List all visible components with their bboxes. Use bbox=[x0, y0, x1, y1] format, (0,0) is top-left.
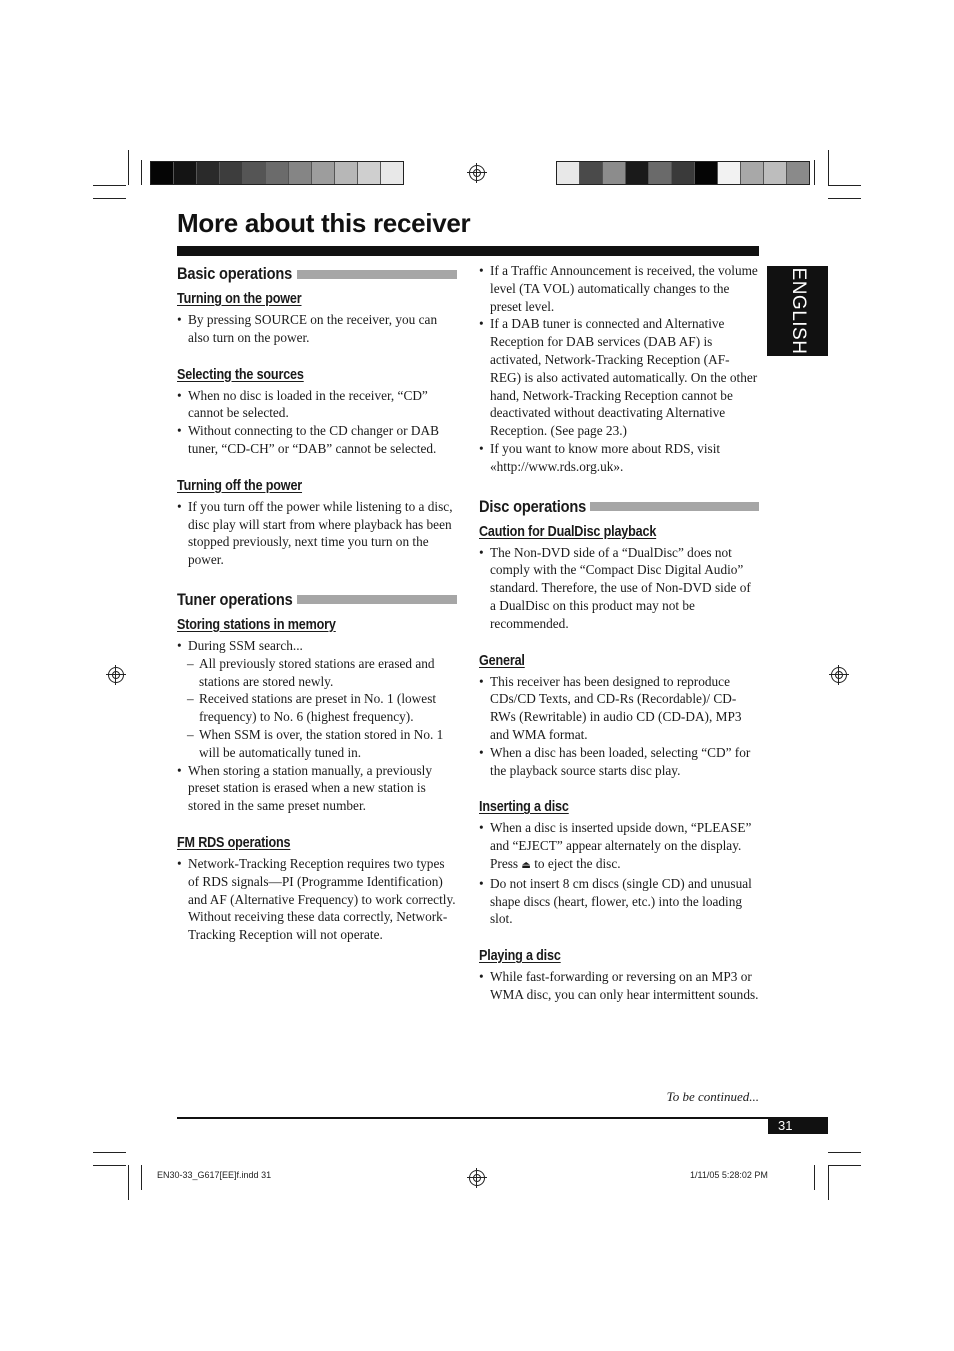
list-item: • If you want to know more about RDS, visit «http://www.rds.org.uk». bbox=[479, 440, 759, 476]
list-item: • While fast-forwarding or reversing on an MP3 or WMA disc, you can only hear intermittent sounds. bbox=[479, 968, 759, 1004]
eject-icon: ⏏ bbox=[521, 859, 531, 871]
footer-rule bbox=[177, 1117, 828, 1119]
bullet-list bbox=[479, 968, 759, 1004]
subheading-fm-rds: FM RDS operations bbox=[177, 833, 291, 851]
color-swatch bbox=[197, 162, 220, 184]
list-item: • Do not insert 8 cm discs (single CD) and unusual shape discs (heart, flower, etc.) into the loading slot. bbox=[479, 875, 759, 928]
color-swatch bbox=[649, 162, 672, 184]
color-swatch bbox=[672, 162, 695, 184]
list-item: • The Non-DVD side of a “DualDisc” does not comply with the “Compact Disc Digital Audio” standard. Therefore, the use of Non-DVD side of a DualDisc on this product may not be recommended. bbox=[479, 544, 759, 633]
page-title: More about this receiver bbox=[177, 208, 471, 238]
section-heading-disc bbox=[479, 497, 759, 517]
color-swatch bbox=[695, 162, 718, 184]
color-swatch bbox=[741, 162, 764, 184]
list-item: • If a Traffic Announcement is received, the volume level (TA VOL) automatically changes to the preset level. bbox=[479, 262, 759, 315]
list-subitem: – All previously stored stations are erased and stations are stored newly. bbox=[177, 655, 457, 691]
slug-timestamp: 1/11/05 5:28:02 PM bbox=[690, 1170, 768, 1180]
slug-file: EN30-33_G617[EE]f.indd 31 bbox=[157, 1170, 272, 1180]
list-item: • If you turn off the power while listening to a disc, disc play will start from where playback has been stopped previously, next time you turn on the power. bbox=[177, 498, 457, 569]
subheading-playing-disc: Playing a disc bbox=[479, 947, 561, 965]
color-bar-right bbox=[556, 161, 810, 185]
section-bar bbox=[590, 502, 759, 511]
color-swatch bbox=[266, 162, 289, 184]
list-item: • Network-Tracking Reception requires two types of RDS signals—PI (Programme Identification) and AF (Alternative Frequency) to work correctly. Without receiving these data correctly, Network-Tracking Reception will not operate. bbox=[177, 855, 457, 944]
bullet-list bbox=[479, 819, 759, 928]
registration-target-icon bbox=[831, 667, 847, 683]
list-item: • Without connecting to the CD changer or DAB tuner, “CD-CH” or “DAB” cannot be selected. bbox=[177, 422, 457, 458]
list-item: • During SSM search... bbox=[177, 637, 457, 655]
bullet-list bbox=[479, 262, 759, 476]
bullet-list bbox=[177, 387, 457, 458]
color-swatch bbox=[718, 162, 741, 184]
bullet-list bbox=[177, 498, 457, 569]
color-swatch bbox=[626, 162, 649, 184]
section-title: Tuner operations bbox=[177, 589, 293, 609]
language-tab bbox=[767, 266, 828, 356]
continued-note: To be continued... bbox=[666, 1089, 759, 1104]
list-subitem: – When SSM is over, the station stored in No. 1 will be automatically tuned in. bbox=[177, 726, 457, 762]
color-swatch bbox=[151, 162, 174, 184]
subheading-turning-on: Turning on the power bbox=[177, 290, 302, 307]
color-swatch bbox=[335, 162, 358, 184]
list-item: • When storing a station manually, a previously preset station is erased when a new station is stored in the same preset number. bbox=[177, 762, 457, 815]
list-item: • When no disc is loaded in the receiver, “CD” cannot be selected. bbox=[177, 387, 457, 423]
inline-text: When a disc is inserted upside down, “PLEASE” and “EJECT” appear alternately on the display. Press bbox=[490, 820, 752, 871]
list-subitem: – Received stations are preset in No. 1 (lowest frequency) to No. 6 (highest frequency). bbox=[177, 690, 457, 726]
color-swatch bbox=[312, 162, 335, 184]
subheading-turning-off: Turning off the power bbox=[177, 476, 303, 494]
list-item: • If a DAB tuner is connected and Alternative Reception for DAB services (DAB AF) is activated, Network-Tracking Reception (AF-REG) is also activated automatically. On the other hand, Network-Tracking Reception cannot be deactivated without deactivating Alternative Reception. (See page 23.) bbox=[479, 315, 759, 440]
bullet-list bbox=[479, 544, 759, 633]
section-heading-tuner bbox=[177, 590, 457, 610]
section-bar bbox=[297, 270, 457, 279]
list-item: • When a disc has been loaded, selecting “CD” for the playback source starts disc play. bbox=[479, 744, 759, 780]
list-item: • By pressing SOURCE on the receiver, you can also turn on the power. bbox=[177, 311, 457, 347]
subheading-general: General bbox=[479, 651, 525, 669]
section-bar bbox=[297, 595, 457, 604]
section-title: Disc operations bbox=[479, 496, 587, 516]
section-title: Basic operations bbox=[177, 264, 293, 283]
bullet-list bbox=[177, 637, 457, 815]
list-item: • This receiver has been designed to reproduce CDs/CD Texts, and CD-Rs (Recordable)/ CD-RWs (Rewritable) in audio CD (CD-DA), MP3 and WMA format. bbox=[479, 673, 759, 744]
bullet-list bbox=[479, 673, 759, 780]
color-swatch bbox=[358, 162, 381, 184]
right-column bbox=[479, 262, 759, 1004]
bullet-list bbox=[177, 855, 457, 944]
page-number-label: 31 bbox=[778, 1118, 793, 1133]
subheading-dualdisc: Caution for DualDisc playback bbox=[479, 522, 657, 540]
color-swatch bbox=[603, 162, 626, 184]
page-number bbox=[768, 1118, 828, 1134]
color-swatch bbox=[289, 162, 312, 184]
subheading-inserting-disc: Inserting a disc bbox=[479, 798, 569, 816]
color-swatch bbox=[787, 162, 809, 184]
title-rule bbox=[177, 246, 759, 256]
list-item bbox=[479, 819, 759, 874]
subheading-storing-stations: Storing stations in memory bbox=[177, 615, 336, 633]
registration-target-icon bbox=[108, 667, 124, 683]
color-swatch bbox=[243, 162, 266, 184]
section-heading-basic bbox=[177, 264, 457, 284]
color-swatch bbox=[174, 162, 197, 184]
color-swatch bbox=[220, 162, 243, 184]
color-swatch bbox=[557, 162, 580, 184]
left-column bbox=[177, 262, 457, 944]
subheading-selecting-sources: Selecting the sources bbox=[177, 365, 304, 383]
inline-text: to eject the disc. bbox=[534, 855, 621, 871]
color-bar-left bbox=[150, 161, 404, 185]
bullet-list bbox=[177, 311, 457, 347]
color-swatch bbox=[381, 162, 403, 184]
registration-target-icon bbox=[469, 1170, 485, 1186]
registration-target-icon bbox=[469, 165, 485, 181]
color-swatch bbox=[580, 162, 603, 184]
color-swatch bbox=[764, 162, 787, 184]
language-tab-label: ENGLISH bbox=[787, 267, 809, 355]
